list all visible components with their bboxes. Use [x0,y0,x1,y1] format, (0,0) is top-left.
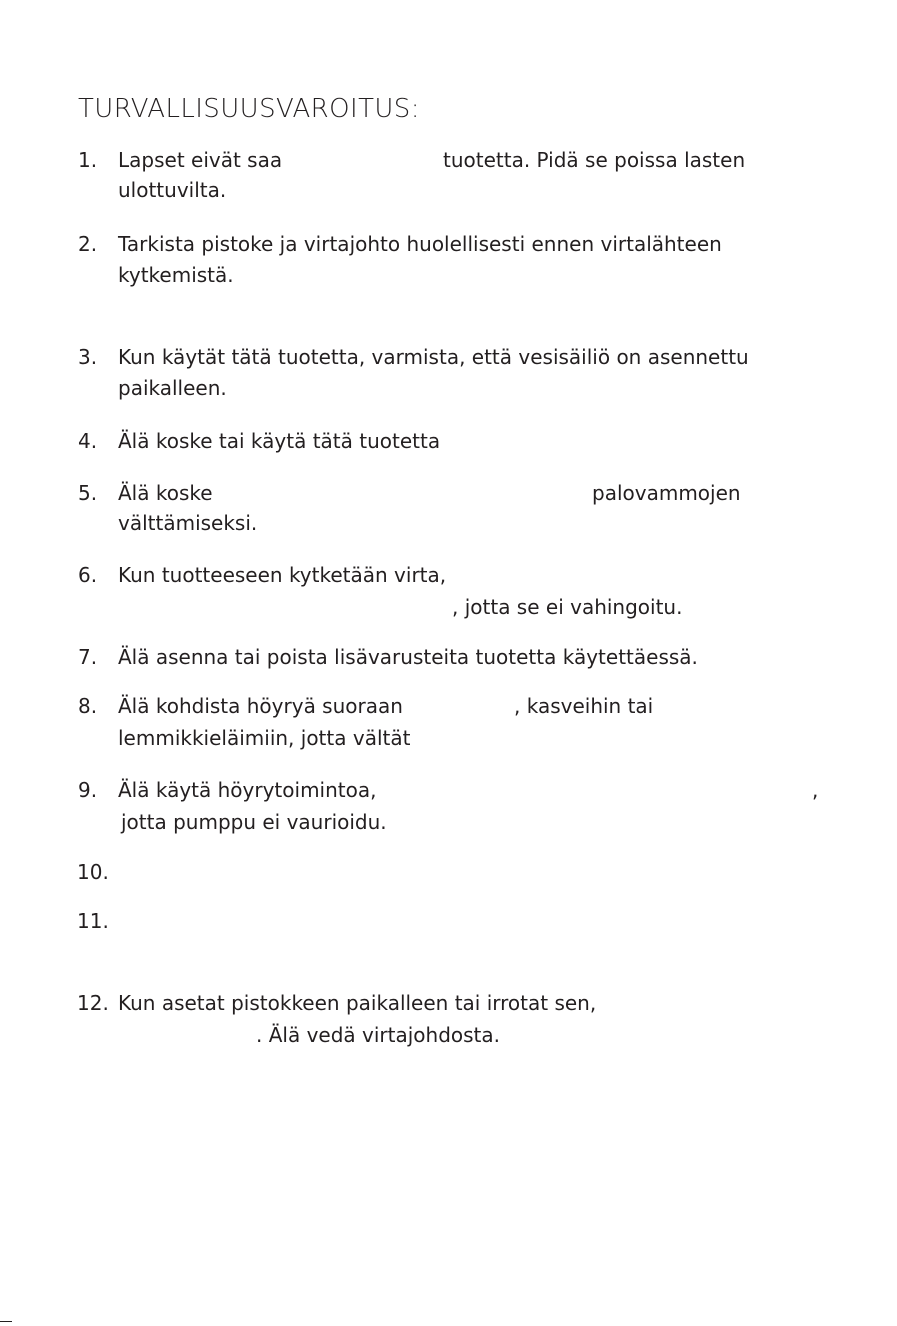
item-1-text-1: Lapset eivät saa [118,148,283,172]
item-number-11: 11. [77,909,109,933]
item-number-10: 10. [77,860,109,884]
item-number-1: 1. [78,148,98,172]
page-title: TURVALLISUUSVAROITUS: [78,94,420,124]
item-number-5: 5. [78,481,98,505]
item-number-3: 3. [78,345,98,369]
item-2-text-2: kytkemistä. [118,263,234,287]
item-number-7: 7. [78,645,98,669]
item-9-text-3: jotta pumppu ei vaurioidu. [121,810,387,834]
item-7-text-1: Älä asenna tai poista lisävarusteita tuotetta käytettäessä. [118,645,698,669]
item-5-text-3: välttämiseksi. [118,511,258,535]
item-9-text-1: Älä käytä höyrytoimintoa, [118,778,377,802]
item-number-12: 12. [77,991,109,1015]
item-number-2: 2. [78,232,98,256]
item-8-text-2: , kasveihin tai [514,694,654,718]
item-number-4: 4. [78,429,98,453]
item-3-text-2: paikalleen. [118,376,227,400]
item-1-text-3: ulottuvilta. [118,178,227,202]
item-5-text-2: palovammojen [592,481,741,505]
item-6-text-2: , jotta se ei vahingoitu. [452,595,683,619]
item-9-text-2: , [812,778,819,802]
item-8-text-1: Älä kohdista höyryä suoraan [118,694,403,718]
item-number-8: 8. [78,694,98,718]
item-4-text-1: Älä koske tai käytä tätä tuotetta [118,429,441,453]
item-3-text-1: Kun käytät tätä tuotetta, varmista, että vesisäiliö on asennettu [118,345,749,369]
item-5-text-1: Älä koske [118,481,213,505]
item-number-6: 6. [78,563,98,587]
item-12-text-2: . Älä vedä virtajohdosta. [256,1023,501,1047]
item-12-text-1: Kun asetat pistokkeen paikalleen tai irrotat sen, [118,991,597,1015]
page-edge-mark [0,1321,12,1322]
item-1-text-2: tuotetta. Pidä se poissa lasten [443,148,746,172]
item-6-text-1: Kun tuotteeseen kytketään virta, [118,563,447,587]
item-8-text-3: lemmikkieläimiin, jotta vältät [118,726,411,750]
item-number-9: 9. [78,778,98,802]
item-2-text-1: Tarkista pistoke ja virtajohto huolellisesti ennen virtalähteen [118,232,722,256]
